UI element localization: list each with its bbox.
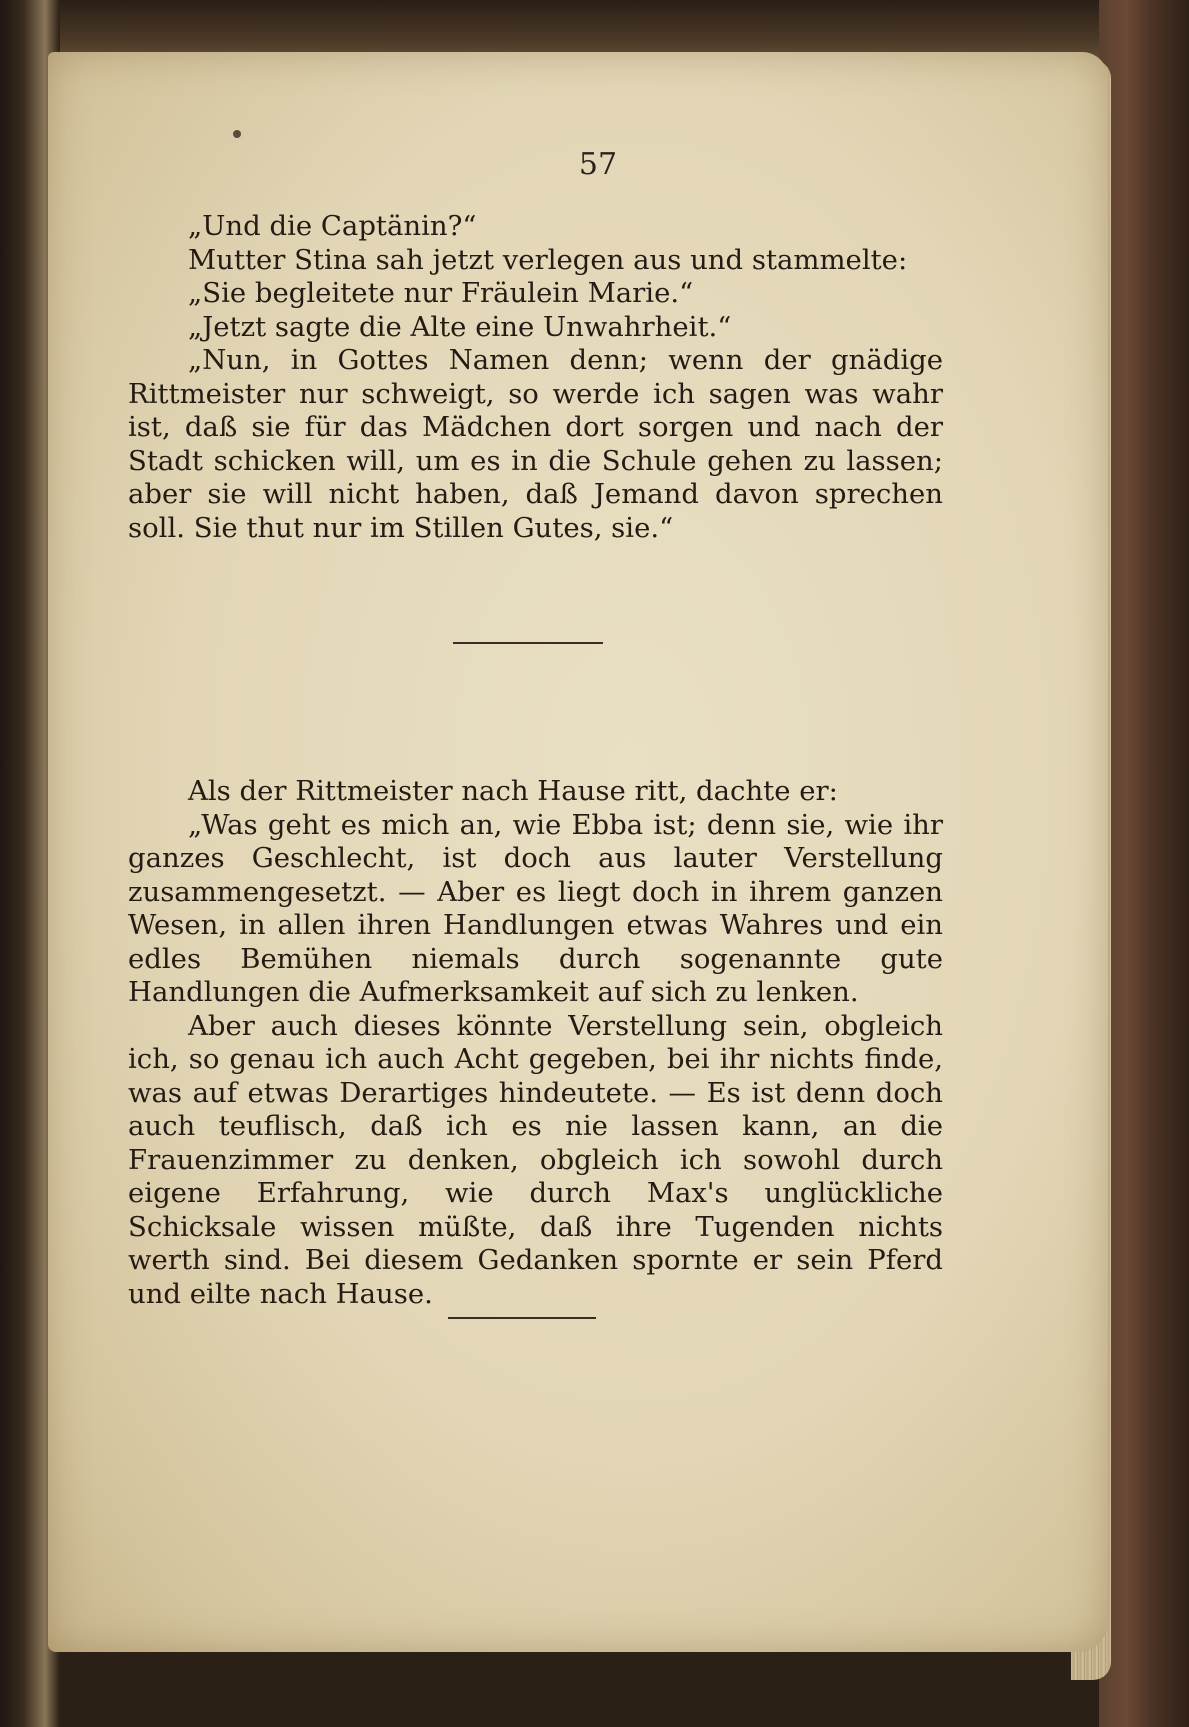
paragraph: Als der Rittmeister nach Hause ritt, dachte er:	[188, 775, 838, 807]
paragraph: „Jetzt sagte die Alte eine Unwahrheit.“	[188, 310, 732, 343]
paragraph: „Nun, in Gottes Namen denn; wenn der gnädige Rittmeister nur schweigt, so werde ich sagen was wahr ist, daß sie für das Mädchen dort sorgen und nach der Stadt schicken will, um es in die Schule gehen zu lassen; aber sie will nicht haben, daß Jemand davon sprechen soll. Sie thut nur im Stillen Gutes, sie.“	[128, 344, 943, 544]
book-page	[48, 52, 1108, 1652]
text-section-2	[128, 775, 943, 1311]
page-number: 57	[578, 147, 618, 182]
paragraph: „Und die Captänin?“	[188, 210, 477, 242]
section-divider	[448, 1317, 596, 1319]
book-cover-edge	[1099, 0, 1189, 1727]
paragraph: Aber auch dieses könnte Verstellung sein, obgleich ich, so genau ich auch Acht gegeben, bei ihr nichts finde, was auf etwas Derartiges hindeutete. — Es ist denn doch auch teuflisch, daß ich es nie lassen kann, an die Frauenzimmer zu denken, obgleich ich sowohl durch eigene Erfahrung, wie durch Max's unglückliche Schicksale wissen müßte, daß ihre Tugenden nichts werth sind. Bei diesem Gedanken spornte er sein Pferd und eilte nach Hause.	[128, 1009, 943, 1310]
ink-spot	[233, 130, 241, 138]
paragraph: Mutter Stina sah jetzt verlegen aus und stammelte:	[188, 243, 908, 276]
paragraph: „Sie begleitete nur Fräulein Marie.“	[188, 277, 694, 309]
paragraph: „Was geht es mich an, wie Ebba ist; denn sie, wie ihr ganzes Geschlecht, ist doch aus lauter Verstellung zusammengesetzt. — Aber es liegt doch in ihrem ganzen Wesen, in allen ihren Handlungen etwas Wahres und ein edles Bemühen niemals durch sogenannte gute Handlungen die Aufmerksamkeit auf sich zu lenken.	[128, 808, 943, 1008]
section-divider	[453, 642, 603, 644]
text-section-1	[128, 210, 943, 545]
